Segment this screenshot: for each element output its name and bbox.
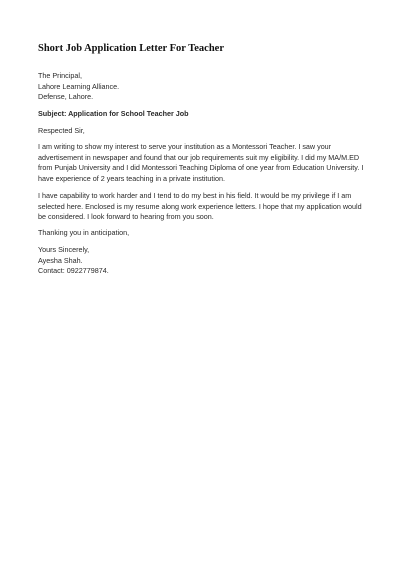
signature-block bbox=[38, 245, 109, 277]
body-paragraph-2 bbox=[38, 191, 362, 223]
signature-line: Contact: 0922779874. bbox=[38, 266, 109, 276]
paragraph-line: be considered. I look forward to hearing from you soon. bbox=[38, 212, 214, 222]
body-paragraph-1 bbox=[38, 142, 363, 184]
paragraph-line: from Punjab University and I did Montessori Teaching Diploma of one year from Education University. I bbox=[38, 163, 364, 173]
paragraph-line: I am writing to show my interest to serve your institution as a Montessori Teacher. I saw your bbox=[38, 142, 332, 151]
paragraph-line: selected here. Enclosed is my resume along work experience letters. I hope that my application would bbox=[38, 201, 362, 211]
subject-line: Subject: Application for School Teacher Job bbox=[38, 109, 189, 118]
recipient-line: The Principal, bbox=[38, 71, 82, 80]
recipient-line: Lahore Learning Alliance. bbox=[38, 81, 120, 91]
salutation: Respected Sir, bbox=[38, 126, 85, 135]
paragraph-line: I have capability to work harder and I tend to do my best in his field. It would be my privilege if I am bbox=[38, 191, 352, 200]
recipient-address bbox=[38, 71, 119, 103]
letter-title: Short Job Application Letter For Teacher bbox=[38, 43, 224, 54]
paragraph-line: advertisement in newspaper and found that our job requirements suit my eligibility. I did my MA/M.ED bbox=[38, 152, 360, 162]
recipient-line: Defense, Lahore. bbox=[38, 92, 94, 102]
signature-line: Yours Sincerely, bbox=[38, 245, 90, 254]
paragraph-line: have experience of 2 years teaching in a private institution. bbox=[38, 173, 225, 183]
signature-line: Ayesha Shah. bbox=[38, 255, 83, 265]
closing-line: Thanking you in anticipation, bbox=[38, 228, 130, 237]
